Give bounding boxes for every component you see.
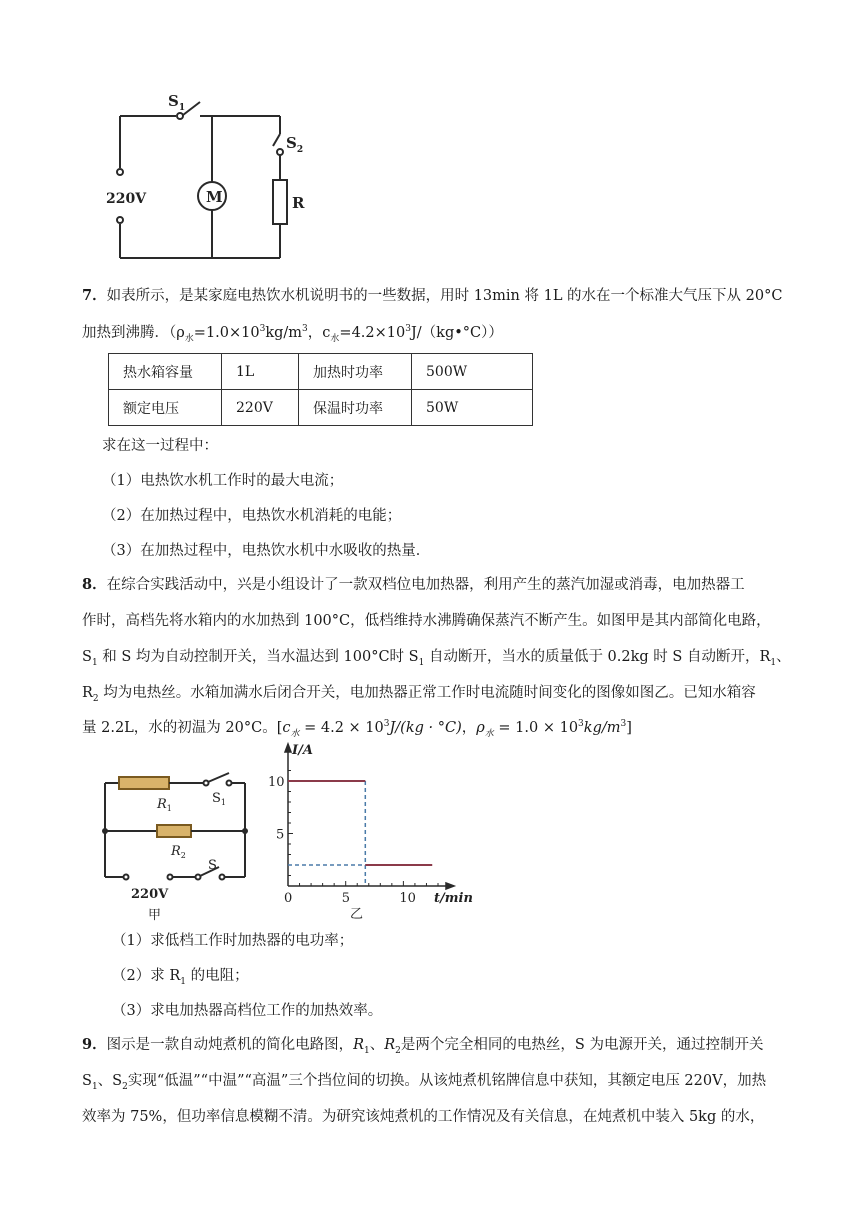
jia-s-label: S: [208, 858, 217, 873]
y-tick-label: 5: [276, 827, 285, 843]
q7-line1: 7．如表所示，是某家庭电热饮水机说明书的一些数据，用时 13min 将 1L 的水在一个标准大气压下从 20°C: [82, 287, 783, 304]
spec-table: [108, 353, 533, 426]
jia-r1-label: $R_1$: [157, 797, 172, 813]
q7-sub1: （1）电热饮水机工作时的最大电流；: [102, 473, 344, 489]
fig1-switch2-label: $S_2$: [286, 134, 304, 155]
x-tick-label: 10: [399, 891, 416, 906]
jia-caption: 甲: [148, 908, 162, 923]
table-cell: 220V: [222, 390, 299, 426]
table-cell: 热水箱容量: [109, 354, 222, 390]
q8-line2: 作时，高档先将水箱内的水加热到 100°C，低档维持水沸腾确保蒸汽不断产生。如图甲是其内部简化电路，: [82, 613, 771, 629]
q8-sub3: （3）求电加热器高档位工作的加热效率。: [112, 1003, 383, 1019]
chart-caption: 乙: [350, 907, 364, 922]
q9-line3: 效率为 75%，但功率信息模糊不清。为研究该炖煮机的工作情况及有关信息，在炖煮机中装入 5kg 的水，: [82, 1109, 765, 1125]
jia-voltage-label: 220V: [131, 887, 169, 902]
table-cell: 50W: [412, 390, 533, 426]
q7-sub3: （3）在加热过程中，电热饮水机中水吸收的热量．: [102, 543, 431, 559]
q8-line1: 8．在综合实践活动中，兴是小组设计了一款双档位电加热器，利用产生的蒸汽加湿或消毒，电加热器工: [82, 576, 745, 593]
table-cell: 500W: [412, 354, 533, 390]
q8-line4: $R_2$ 均为电热丝。水箱加满水后闭合开关，电加热器正常工作时电流随时间变化的图像如图乙。已知水箱容: [82, 685, 756, 704]
q7-sub2: （2）在加热过程中，电热饮水机消耗的电能；: [102, 508, 402, 524]
q8-line5: 量 2.2L，水的初温为 20°C。[$c_水 = 4.2 \times 10^3J/(kg \cdot ^\circ C)$，$\rho_水 = 1.0 \times 10^3kg/m^3$]: [82, 719, 632, 739]
y-axis-label: I/A: [292, 743, 313, 758]
q8-line3: $S_1$ 和 S 均为自动控制开关，当水温达到 100°C时 $S_1$ 自动断开，当水的质量低于 0.2kg 时 S 自动断开，$R_1$、: [82, 649, 791, 668]
circuit-diagram-jia: [95, 765, 265, 925]
x-tick-label: 5: [341, 891, 350, 906]
current-time-chart: [262, 742, 473, 922]
table-cell: 额定电压: [109, 390, 222, 426]
fig1-voltage-label: 220V: [106, 191, 147, 207]
y-axis-arrow: [285, 744, 291, 752]
q8-sub2: （2）求 $R_1$ 的电阻；: [112, 968, 249, 987]
circuit-diagram-motor: [100, 88, 320, 266]
jia-s1-label: $S_1$: [212, 791, 226, 807]
fig1-motor-label: M: [206, 188, 223, 206]
y-tick-label: 10: [268, 775, 285, 790]
table-row: [109, 390, 533, 426]
table-cell: 加热时功率: [299, 354, 412, 390]
x-tick-label: 0: [284, 891, 293, 906]
q9-line1: 9．图示是一款自动炖煮机的简化电路图，$R_1$、$R_2$是两个完全相同的电热丝，S 为电源开关，通过控制开关: [82, 1036, 764, 1056]
q7-line2: 加热到沸腾．（$\rho_水=1.0\times 10^3kg/m^3$，$c_水=4.2\times 10^3J/(kg•^\circ C)$）: [82, 324, 503, 344]
fig1-switch1-label: $S_1$: [168, 92, 186, 113]
x-axis-arrow: [446, 883, 454, 889]
table-cell: 保温时功率: [299, 390, 412, 426]
jia-r2-label: $R_2$: [171, 844, 186, 860]
x-axis-label: t/min: [434, 891, 473, 906]
q7-ask: 求在这一过程中：: [102, 438, 218, 454]
q9-line2: $S_1$、$S_2$实现“低温”“中温”“高温”三个挡位间的切换。从该炖煮机铭牌信息中获知，其额定电压 220V，加热: [82, 1073, 767, 1092]
q8-sub1: （1）求低档工作时加热器的电功率；: [112, 933, 354, 949]
table-cell: 1L: [222, 354, 299, 390]
table-row: [109, 354, 533, 390]
fig1-resistor-label: R: [292, 194, 305, 212]
